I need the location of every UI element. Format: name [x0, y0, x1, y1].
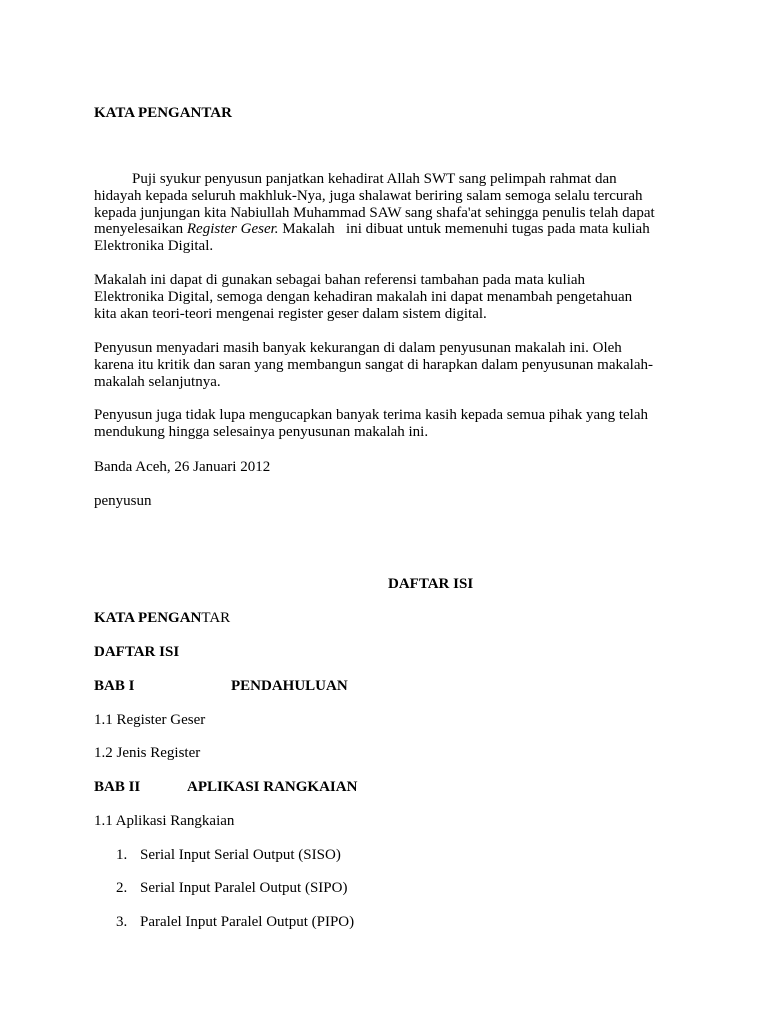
signature: penyusun: [94, 493, 152, 509]
list-item-text: Serial Input Serial Output (SISO): [140, 847, 341, 863]
list-item-text: Serial Input Paralel Output (SIPO): [140, 880, 348, 896]
text-line: karena itu kritik dan saran yang membangun sangat di harapkan dalam penyusunan makalah-: [94, 356, 653, 373]
foreword-title: KATA PENGANTAR: [94, 105, 232, 121]
toc-subentry-pipo[interactable]: [116, 913, 355, 931]
toc-subentry-siso[interactable]: [116, 846, 341, 864]
toc-entry-kata-pengantar[interactable]: [94, 609, 230, 627]
toc-entry-register-geser[interactable]: 1.1 Register Geser: [94, 712, 206, 728]
text-line: kepada junjungan kita Nabiullah Muhammad SAW sang shafa'at sehingga penulis telah dapat: [94, 204, 655, 221]
list-number: 2.: [116, 880, 128, 896]
place-date: Banda Aceh, 26 Januari 2012: [94, 459, 271, 475]
foreword-paragraph-1: [94, 171, 694, 255]
foreword-paragraph-4: [94, 407, 694, 441]
foreword-paragraph-3: [94, 340, 694, 390]
text-line: [94, 171, 694, 188]
chapter-label: BAB II: [94, 779, 141, 795]
toc-entry-jenis-register[interactable]: 1.2 Jenis Register: [94, 745, 201, 761]
chapter-title: APLIKASI RANGKAIAN: [187, 779, 358, 795]
text-line-content: Puji syukur penyusun panjatkan kehadirat Allah SWT sang pelimpah rahmat dan: [132, 171, 617, 187]
toc-entry-aplikasi-rangkaian[interactable]: 1.1 Aplikasi Rangkaian: [94, 813, 235, 829]
text-line: Elektronika Digital.: [94, 238, 214, 255]
register-geser-title: Register Geser.: [186, 221, 279, 238]
toc-title: DAFTAR ISI: [388, 576, 474, 592]
toc-entry-bab-2[interactable]: [94, 778, 394, 796]
text-line: kita akan teori-teori mengenai register geser dalam sistem digital.: [94, 305, 487, 322]
toc-entry-regular-part: TAR: [201, 610, 231, 626]
text-segment: Makalah ini dibuat untuk memenuhi tugas pada mata kuliah: [278, 221, 650, 238]
list-item-text: Paralel Input Paralel Output (PIPO): [140, 914, 355, 930]
foreword-paragraph-2: [94, 272, 694, 322]
chapter-title: PENDAHULUAN: [231, 678, 348, 694]
toc-subentry-sipo[interactable]: [116, 879, 348, 897]
text-line: Penyusun menyadari masih banyak kekurangan di dalam penyusunan makalah ini. Oleh: [94, 340, 622, 356]
text-segment: menyelesaikan: [94, 221, 187, 238]
toc-entry-bold-part: KATA PENGAN: [94, 610, 202, 626]
text-line: Elektronika Digital, semoga dengan kehadiran makalah ini dapat menambah pengetahuan: [94, 288, 633, 305]
text-line: makalah selanjutnya.: [94, 373, 221, 390]
text-line: hidayah kepada seluruh makhluk-Nya, juga shalawat beriring salam semoga selalu tercurah: [94, 187, 643, 204]
list-number: 3.: [116, 914, 128, 930]
chapter-label: BAB I: [94, 678, 135, 694]
toc-entry-daftar-isi[interactable]: DAFTAR ISI: [94, 644, 180, 660]
list-number: 1.: [116, 847, 128, 863]
text-line: Penyusun juga tidak lupa mengucapkan banyak terima kasih kepada semua pihak yang telah: [94, 407, 648, 423]
text-line: mendukung hingga selesainya penyusunan makalah ini.: [94, 423, 429, 440]
text-line: Makalah ini dapat di gunakan sebagai bahan referensi tambahan pada mata kuliah: [94, 272, 586, 288]
text-line: [94, 221, 694, 238]
toc-entry-bab-1[interactable]: [94, 677, 394, 695]
